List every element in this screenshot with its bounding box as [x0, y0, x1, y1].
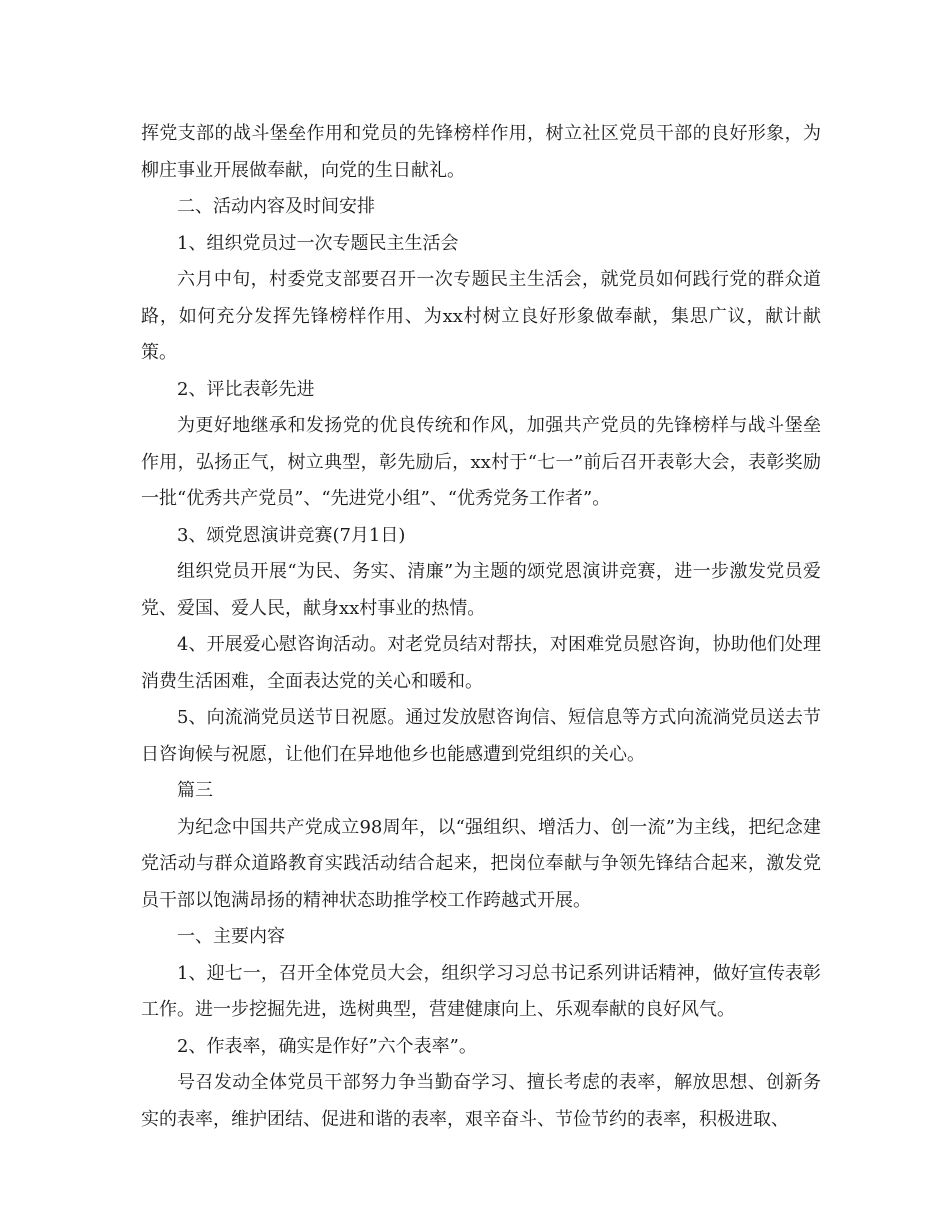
paragraph-13: 一、主要内容: [177, 926, 285, 947]
paragraph-5: 2、评比表彰先进: [177, 378, 315, 400]
paragraph-15: 2、作表率，确实是作好”六个表率”。: [177, 1035, 477, 1057]
paragraph-6: 为更好地继承和发扬党的优良传统和作风，加强共产党员的先锋榜样与战斗堡垒作用，弘扬正气，树立典型，彰先励后，xx村于“七一”前后召开表彰大会，表彰奖励一批“优秀共产党员”、“先进党小组”、“优秀党务工作者”。: [141, 415, 821, 509]
paragraph-14: 1、迎七一，召开全体党员大会，组织学习习总书记系列讲话精神，做好宣传表彰工作。进一步挖掘先进，选树典型，营建健康向上、乐观奉献的良好风气。: [141, 962, 821, 1020]
paragraph-7: 3、颂党恩演讲竞赛(7月1日): [177, 524, 406, 546]
paragraph-1: 挥党支部的战斗堡垒作用和党员的先锋榜样作用，树立社区党员干部的良好形象，为柳庄事业开展做奉献，向党的生日献礼。: [141, 123, 821, 181]
paragraph-4: 六月中旬，村委党支部要召开一次专题民主生活会，就党员如何践行党的群众道路，如何充分发挥先锋榜样作用、为xx村树立良好形象做奉献，集思广议，献计献策。: [141, 269, 821, 363]
paragraph-16: 号召发动全体党员干部努力争当勤奋学习、擅长考虑的表率，解放思想、创新务实的表率，维护团结、促进和谐的表率，艰辛奋斗、节俭节约的表率，积极进取、: [141, 1072, 821, 1130]
paragraph-2: 二、活动内容及时间安排: [177, 196, 375, 217]
paragraph-11: 篇三: [177, 780, 213, 801]
document-body: [141, 116, 821, 1138]
paragraph-8: 组织党员开展“为民、务实、清廉”为主题的颂党恩演讲竞赛，进一步激发党员爱党、爱国、爱人民，献身xx村事业的热情。: [141, 561, 821, 619]
paragraph-10: 5、向流淌党员送节日祝愿。通过发放慰咨询信、短信息等方式向流淌党员送去节日咨询候与祝愿，让他们在异地他乡也能感遭到党组织的关心。: [141, 707, 821, 765]
paragraph-3: 1、组织党员过一次专题民主生活会: [177, 232, 459, 254]
paragraph-9: 4、开展爱心慰咨询活动。对老党员结对帮扶，对困难党员慰咨询，协助他们处理消费生活困难，全面表达党的关心和暖和。: [141, 634, 821, 692]
paragraph-12: 为纪念中国共产党成立98周年，以“强组织、增活力、创一流”为主线，把纪念建党活动与群众道路教育实践活动结合起来，把岗位奉献与争领先锋结合起来，激发党员干部以饱满昂扬的精神状态助推学校工作跨越式开展。: [141, 816, 821, 911]
